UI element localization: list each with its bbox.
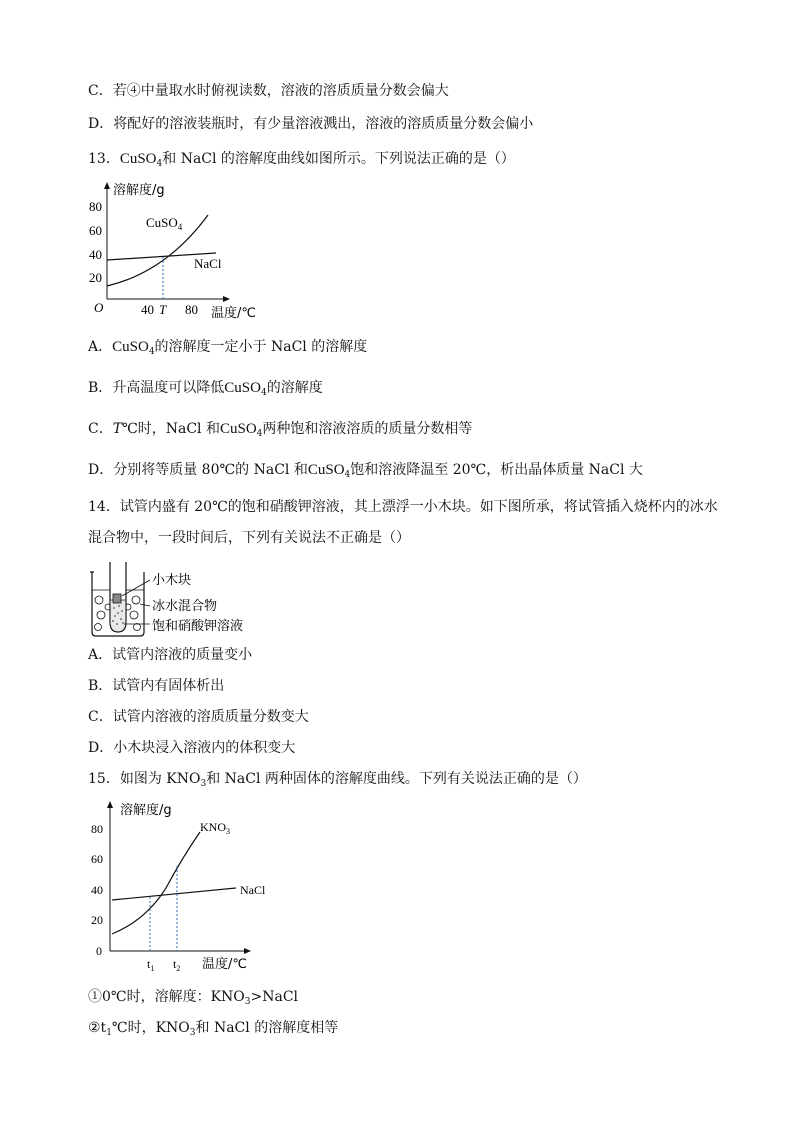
y-tick-20: 20 [91,913,103,927]
x-axis-arrow [244,948,251,954]
option-13d-prefix: D．分别将等质量 80℃的 NaCl 和 [88,462,308,478]
y-tick-80: 80 [89,199,102,214]
statement-2-sub: 1 [106,1028,112,1038]
option-13d-text: 饱和溶液降温至 20℃，析出晶体质量 NaCl 大 [350,462,643,478]
option-13a-prefix: A． [88,339,113,355]
x-tick-t1: $t_1$ [147,957,155,973]
q13-formula: CuSO [119,151,157,167]
option-13a-formula: CuSO [112,339,149,355]
q15-prefix: 15．如图为 KNO [88,771,201,787]
option-13b-sub: 4 [260,388,267,398]
question-13 [88,150,515,168]
nacl-label: NaCl [240,883,266,897]
question-14-line1: 14．试管内盛有 20℃的饱和硝酸钾溶液，其上漂浮一小木块。如下图所承，将试管插入烧杯内的冰水 [88,499,718,515]
option-13b-prefix: B．升高温度可以降低 [88,380,225,396]
x-tick-80: 80 [185,302,198,317]
kno3-solution [111,600,126,631]
option-13b-text: 的溶解度 [266,380,323,396]
q15-sub: 3 [200,779,207,789]
option-13a [88,338,367,356]
option-13a-text: 的溶解度一定小于 NaCl 的溶解度 [154,339,368,355]
cuso4-label: CuSO$_4$ [146,215,183,232]
figure-15-solubility-chart [86,796,286,976]
option-13c-T: T [112,421,123,437]
q13-number: 13． [88,151,120,167]
x-tick-T: T [159,302,167,317]
statement-2-text: 和 NaCl 的溶解度相等 [195,1020,339,1036]
y-tick-20: 20 [89,270,102,285]
kno3-curve [112,832,200,934]
question-14-line2: 混合物中，一段时间后，下列有关说法不正确是（） [88,530,410,546]
figure-14-beaker-diagram [88,560,268,640]
statement-2-prefix: ②t [88,1020,107,1036]
figure-13-solubility-chart [86,180,286,322]
x-axis-label: 温度/℃ [211,306,256,321]
statement-1-sub: 3 [244,997,251,1007]
option-13d-sub: 4 [344,470,351,480]
y-axis-label: 溶解度/g [120,803,172,818]
origin-label: O [94,300,104,315]
wood-block [113,594,121,603]
question-15 [88,770,587,788]
q13-formula-sub: 4 [156,159,163,169]
option-14c: C．试管内溶液的溶质质量分数变大 [88,709,309,725]
option-13d-formula: CuSO [307,462,345,478]
kno3-label: $KNO_3$ [200,820,230,836]
q13-text: 和 NaCl 的溶解度曲线如图所示。下列说法正确的是（） [162,151,515,167]
option-13a-sub: 4 [148,347,155,357]
statement-2-sub2: 3 [189,1028,196,1038]
x-axis-arrow [223,296,230,302]
statement-2-mid: ℃时，KNO [111,1020,190,1036]
label-wood: 小木块 [152,573,192,588]
statement-1-text: >NaCl [250,989,299,1005]
option-13c-text: 两种饱和溶液溶质的质量分数相等 [262,421,473,437]
y-tick-40: 40 [89,247,102,262]
option-14b: B．试管内有固体析出 [88,678,225,694]
y-axis-label: 溶解度/g [113,183,165,198]
option-13c-formula: CuSO [219,421,257,437]
x-axis-label: 温度/℃ [202,957,247,972]
option-13d [88,461,643,479]
q15-text: 和 NaCl 两种固体的溶解度曲线。下列有关说法正确的是（） [206,771,587,787]
x-tick-40: 40 [141,302,154,317]
statement-2 [88,1019,338,1037]
y-tick-60: 60 [89,223,102,238]
statement-1 [88,988,298,1006]
option-13c-sub: 4 [256,429,263,439]
y-axis-arrow [107,801,113,808]
option-13c-prefix: C． [88,421,113,437]
y-tick-0: 0 [96,944,102,958]
nacl-label: NaCl [194,256,222,271]
option-13b-formula: CuSO [224,380,261,396]
nacl-line [112,888,236,900]
y-tick-60: 60 [91,852,103,866]
option-14a: A．试管内溶液的质量变小 [88,647,253,663]
y-tick-80: 80 [91,822,103,836]
option-14d: D．小木块浸入溶液内的体积变大 [88,740,296,756]
label-solution: 饱和硝酸钾溶液 [152,619,244,634]
option-d-prev: D．将配好的溶液装瓶时，有少量溶液溅出，溶液的溶质质量分数会偏小 [88,116,534,132]
option-13c-prev: C．若④中量取水时俯视读数，溶液的溶质质量分数会偏大 [88,83,449,99]
ice-leader [140,604,150,606]
x-tick-t2: $t_2$ [173,957,181,973]
option-13b [88,379,323,397]
label-ice: 冰水混合物 [152,599,218,614]
option-13c-mid: ℃时，NaCl 和 [122,421,220,437]
option-13c [88,420,472,438]
statement-1-prefix: ①0℃时，溶解度：KNO [88,989,245,1005]
y-axis-arrow [104,182,110,189]
y-tick-40: 40 [91,883,103,897]
